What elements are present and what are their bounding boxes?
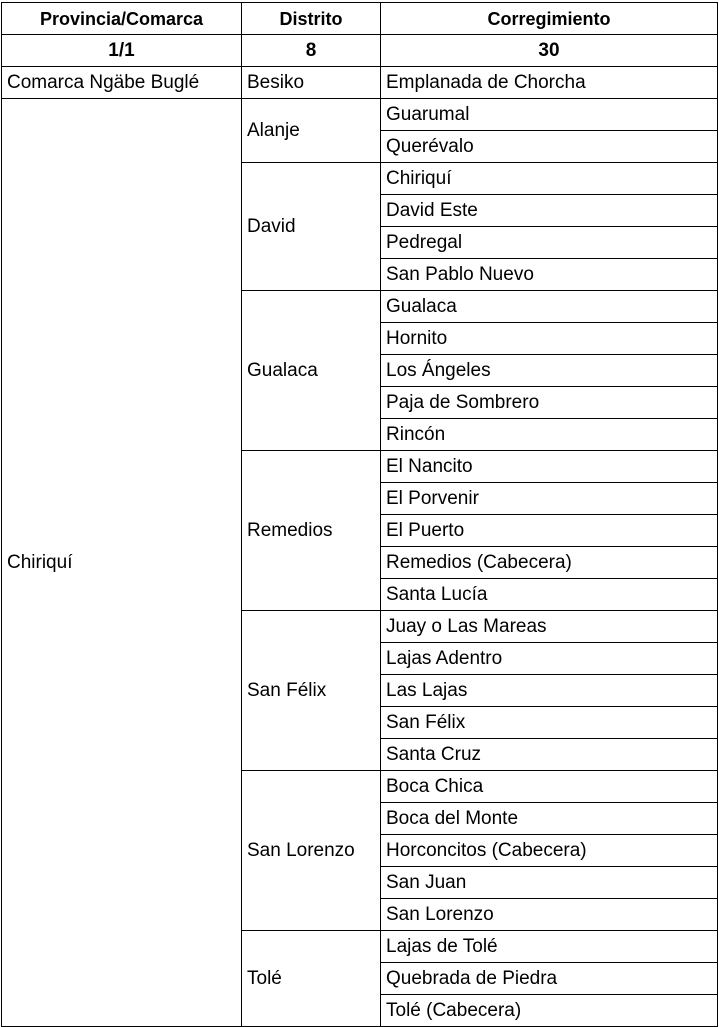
corregimiento-cell: San Lorenzo: [381, 899, 718, 931]
distrito-cell: Gualaca: [242, 291, 381, 451]
distrito-cell: Besiko: [242, 67, 381, 99]
corregimientos-table: [1, 2, 718, 1027]
corregimiento-cell: Emplanada de Chorcha: [381, 67, 718, 99]
table-row: [2, 67, 718, 99]
header-row: [2, 3, 718, 35]
corregimiento-cell: Chiriquí: [381, 163, 718, 195]
distrito-cell: Tolé: [242, 931, 381, 1027]
distrito-cell: Remedios: [242, 451, 381, 611]
corregimiento-cell: Pedregal: [381, 227, 718, 259]
corregimiento-cell: Las Lajas: [381, 675, 718, 707]
corregimiento-cell: San Félix: [381, 707, 718, 739]
total-corregimiento: 30: [381, 35, 718, 67]
corregimiento-cell: San Pablo Nuevo: [381, 259, 718, 291]
provincia-cell: Chiriquí: [2, 99, 242, 1027]
corregimiento-cell: Santa Cruz: [381, 739, 718, 771]
header-provincia: Provincia/Comarca: [2, 3, 242, 35]
corregimiento-cell: Guarumal: [381, 99, 718, 131]
corregimiento-cell: Boca del Monte: [381, 803, 718, 835]
corregimiento-cell: Paja de Sombrero: [381, 387, 718, 419]
corregimiento-cell: San Juan: [381, 867, 718, 899]
distrito-cell: Alanje: [242, 99, 381, 163]
header-distrito: Distrito: [242, 3, 381, 35]
corregimiento-cell: Santa Lucía: [381, 579, 718, 611]
corregimiento-cell: Lajas de Tolé: [381, 931, 718, 963]
corregimiento-cell: Gualaca: [381, 291, 718, 323]
corregimiento-cell: David Este: [381, 195, 718, 227]
distrito-cell: David: [242, 163, 381, 291]
corregimiento-cell: Querévalo: [381, 131, 718, 163]
corregimiento-cell: Horconcitos (Cabecera): [381, 835, 718, 867]
totals-row: [2, 35, 718, 67]
corregimiento-cell: Boca Chica: [381, 771, 718, 803]
corregimiento-cell: Tolé (Cabecera): [381, 995, 718, 1027]
corregimiento-cell: Los Ángeles: [381, 355, 718, 387]
corregimiento-cell: El Nancito: [381, 451, 718, 483]
total-provincia: 1/1: [2, 35, 242, 67]
distrito-cell: San Félix: [242, 611, 381, 771]
distrito-cell: San Lorenzo: [242, 771, 381, 931]
total-distrito: 8: [242, 35, 381, 67]
corregimiento-cell: El Puerto: [381, 515, 718, 547]
provincia-cell: Comarca Ngäbe Buglé: [2, 67, 242, 99]
table-row: [2, 99, 718, 131]
corregimiento-cell: El Porvenir: [381, 483, 718, 515]
corregimiento-cell: Hornito: [381, 323, 718, 355]
header-corregimiento: Corregimiento: [381, 3, 718, 35]
corregimiento-cell: Quebrada de Piedra: [381, 963, 718, 995]
corregimiento-cell: Lajas Adentro: [381, 643, 718, 675]
corregimiento-cell: Juay o Las Mareas: [381, 611, 718, 643]
corregimiento-cell: Remedios (Cabecera): [381, 547, 718, 579]
corregimiento-cell: Rincón: [381, 419, 718, 451]
table-body: [2, 67, 718, 1027]
